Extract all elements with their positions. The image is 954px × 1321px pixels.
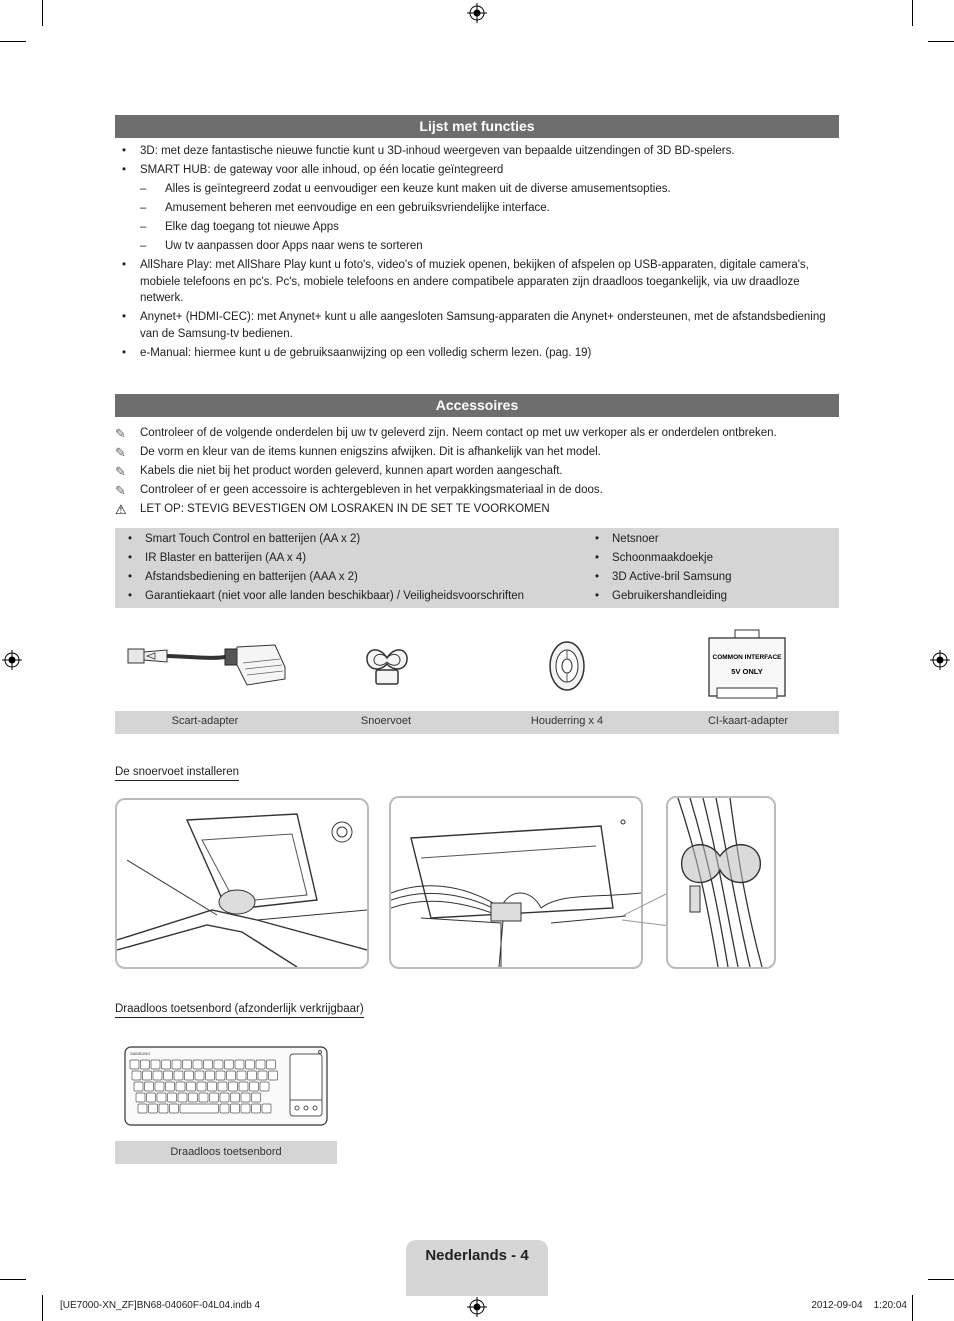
accessories-header: Accessoires bbox=[115, 394, 839, 417]
scart-adapter-image bbox=[125, 635, 290, 690]
feature-term: Anynet+ (HDMI-CEC) bbox=[140, 311, 251, 323]
list-item: • Gebruikershandleiding bbox=[587, 587, 827, 606]
features-list bbox=[115, 143, 839, 364]
list-item bbox=[115, 143, 839, 160]
accessories-list-left bbox=[120, 530, 580, 606]
accessories-notes bbox=[115, 424, 839, 519]
cable-holder-image bbox=[362, 640, 412, 688]
feature-text: : met deze fantastische nieuwe functie kunt u 3D-inhoud weergeven van bepaalde uitzendingen of 3D BD-spelers. bbox=[154, 145, 735, 157]
pencil-note-icon: ✎ bbox=[115, 483, 126, 498]
list-item: • Netsnoer bbox=[587, 530, 827, 549]
install-panel-2 bbox=[389, 796, 643, 969]
crop-mark bbox=[42, 1295, 43, 1321]
registration-mark-icon bbox=[467, 1297, 487, 1317]
image-label: Houderring x 4 bbox=[530, 715, 604, 727]
ci-label: COMMON INTERFACE bbox=[712, 654, 782, 661]
footer-timestamp: 2012-09-04 1:20:04 bbox=[811, 1300, 907, 1311]
install-title: De snoervoet installeren bbox=[115, 766, 239, 781]
list-item: • Afstandsbediening en batterijen (AAA x 2) bbox=[120, 568, 580, 587]
holder-ring-image bbox=[546, 640, 588, 692]
keyboard-brand: SAMSUNG bbox=[130, 1051, 151, 1056]
note-text: Controleer of de volgende onderdelen bij uw tv geleverd zijn. Neem contact op met uw verkoper als er onderdelen ontbreken. bbox=[140, 427, 777, 439]
list-item: • 3D Active-bril Samsung bbox=[587, 568, 827, 587]
feature-term: 3D bbox=[140, 145, 155, 157]
image-label: Scart-adapter bbox=[171, 715, 239, 727]
crop-mark bbox=[928, 1279, 954, 1280]
list-item bbox=[115, 309, 839, 342]
feature-text: : met AllShare Play kunt u foto's, video's of muziek openen, bekijken of afspelen op USB-apparaten, digitale camera's, mobiele telefoons en pc's. Pc's, mobiele telefoons en andere compatibele apparaten zijn draadloos toegankelijk, via uw draadloze netwerk. bbox=[140, 259, 809, 304]
ci-label: 5V ONLY bbox=[731, 667, 763, 676]
pencil-note-icon: ✎ bbox=[115, 426, 126, 441]
install-panel-3 bbox=[666, 796, 776, 969]
pencil-note-icon: ✎ bbox=[115, 445, 126, 460]
feature-text: : hiermee kunt u de gebruiksaanwijzing op een volledig scherm lezen. (pag. 19) bbox=[187, 346, 592, 359]
connector-lines bbox=[622, 890, 672, 930]
list-item bbox=[115, 162, 839, 179]
crop-mark bbox=[912, 0, 913, 26]
accessory-image-labels bbox=[115, 711, 839, 734]
list-item: • Schoonmaakdoekje bbox=[587, 549, 827, 568]
pencil-note-icon: ✎ bbox=[115, 464, 126, 479]
warning-text: LET OP: STEVIG BEVESTIGEN OM LOSRAKEN IN DE SET TE VOORKOMEN bbox=[140, 503, 550, 515]
install-panel-1 bbox=[115, 798, 369, 969]
wireless-keyboard-image bbox=[124, 1046, 328, 1126]
note-item bbox=[115, 481, 839, 500]
registration-mark-icon bbox=[930, 650, 950, 670]
list-item bbox=[115, 257, 839, 307]
warning-item bbox=[115, 500, 839, 519]
sub-item: – Elke dag toegang tot nieuwe Apps bbox=[115, 219, 839, 236]
feature-term: e-Manual bbox=[140, 346, 188, 359]
warning-triangle-icon: ⚠ bbox=[115, 502, 127, 517]
image-label: CI-kaart-adapter bbox=[707, 715, 789, 727]
sub-item: – Amusement beheren met eenvoudige en een gebruiksvriendelijke interface. bbox=[115, 200, 839, 217]
footer-file-info: [UE7000-XN_ZF]BN68-04060F-04L04.indb 4 bbox=[60, 1300, 261, 1311]
note-item bbox=[115, 424, 839, 443]
registration-mark-icon bbox=[467, 3, 487, 23]
note-item bbox=[115, 443, 839, 462]
feature-term: SMART HUB bbox=[140, 164, 208, 176]
note-text: Controleer of er geen accessoire is achtergebleven in het verpakkingsmateriaal in de doos. bbox=[140, 484, 603, 496]
keyboard-title: Draadloos toetsenbord (afzonderlijk verkrijgbaar) bbox=[115, 1003, 364, 1018]
keyboard-caption: Draadloos toetsenbord bbox=[115, 1141, 337, 1164]
crop-mark bbox=[42, 0, 43, 26]
list-item: • IR Blaster en batterijen (AA x 4) bbox=[120, 549, 580, 568]
cable-holder-closeup-illustration bbox=[668, 798, 774, 967]
tv-back-cables-illustration bbox=[391, 798, 641, 967]
sub-item: – Alles is geïntegreerd zodat u eenvoudiger een keuze kunt maken uit de diverse amusementsopties. bbox=[115, 181, 839, 198]
feature-text: : de gateway voor alle inhoud, op één locatie geïntegreerd bbox=[207, 164, 504, 176]
crop-mark bbox=[928, 41, 954, 42]
page-number-tab: Nederlands - 4 bbox=[406, 1240, 548, 1296]
note-item bbox=[115, 462, 839, 481]
registration-mark-icon bbox=[2, 650, 22, 670]
image-label: Snoervoet bbox=[360, 715, 412, 727]
list-item: • Garantiekaart (niet voor alle landen beschikbaar) / Veiligheidsvoorschriften bbox=[120, 587, 580, 606]
list-item bbox=[115, 345, 839, 362]
crop-mark bbox=[912, 1295, 913, 1321]
sub-item: – Uw tv aanpassen door Apps naar wens te sorteren bbox=[115, 238, 839, 255]
accessories-list-right bbox=[587, 530, 827, 606]
note-text: De vorm en kleur van de items kunnen enigszins afwijken. Dit is afhankelijk van het model. bbox=[140, 446, 601, 458]
ci-card-adapter-image bbox=[705, 628, 790, 703]
features-header: Lijst met functies bbox=[115, 115, 839, 138]
accessories-list-box bbox=[115, 528, 839, 608]
note-text: Kabels die niet bij het product worden geleverd, kunnen apart worden aangeschaft. bbox=[140, 465, 563, 477]
list-item: • Smart Touch Control en batterijen (AA x 2) bbox=[120, 530, 580, 549]
feature-text: : met Anynet+ kunt u alle aangesloten Samsung-apparaten die Anynet+ ondersteunen, met de afstandsbediening van de Samsung-tv bedienen. bbox=[140, 311, 826, 340]
tv-stand-illustration bbox=[117, 800, 367, 967]
feature-term: AllShare Play bbox=[140, 259, 210, 271]
crop-mark bbox=[0, 41, 26, 42]
crop-mark bbox=[0, 1279, 26, 1280]
